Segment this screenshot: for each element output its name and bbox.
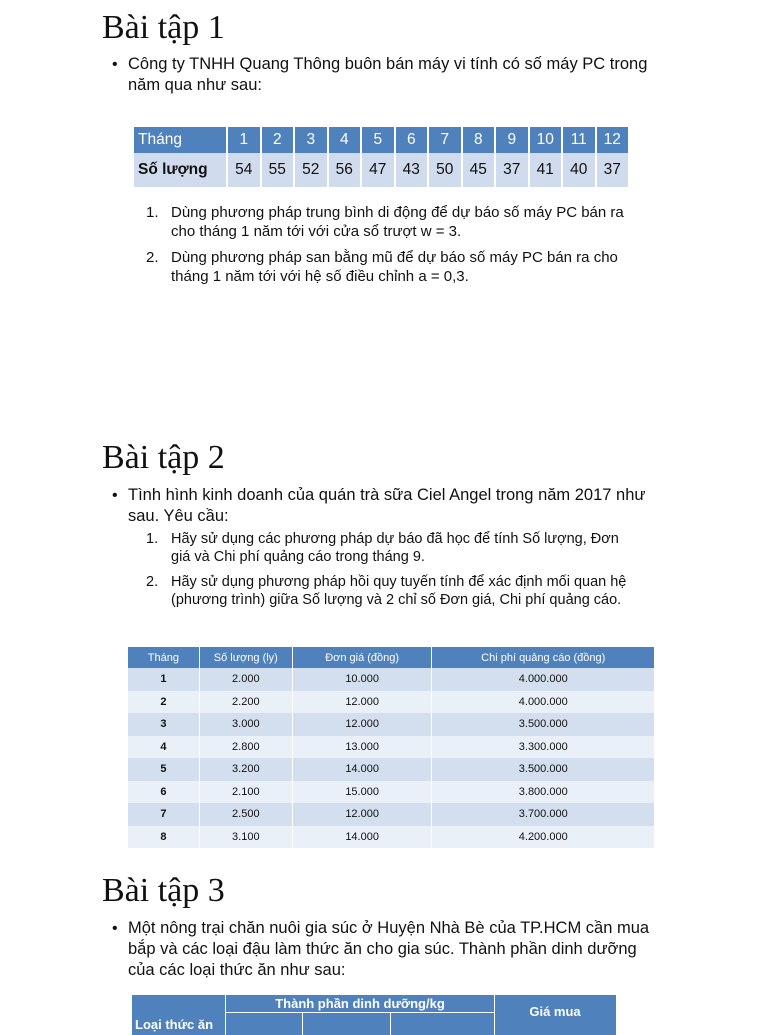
value-cell: 4.200.000 (432, 826, 655, 849)
bullet-dot: • (112, 920, 118, 937)
value-cell: 15.000 (292, 781, 432, 804)
value-cell: 2.800 (199, 736, 292, 759)
header-divider (494, 995, 495, 1035)
quantity-cell: 37 (495, 153, 529, 187)
column-header: Tháng (128, 647, 199, 668)
quantity-row (134, 153, 629, 187)
table-row (128, 758, 655, 781)
quantity-cell: 50 (428, 153, 462, 187)
month-cell: 7 (128, 803, 199, 826)
value-cell: 3.500.000 (432, 758, 655, 781)
exercise-3-intro (112, 918, 652, 981)
quantity-cell: 54 (227, 153, 261, 187)
quantity-cell: 52 (294, 153, 328, 187)
bullet-dot: • (112, 56, 118, 73)
task-number: 2. (146, 574, 159, 590)
value-cell: 12.000 (292, 713, 432, 736)
food-type-header (132, 995, 226, 1035)
price-header (494, 995, 616, 1035)
task-number: 1. (146, 204, 159, 221)
nutrition-subheaders (226, 1013, 494, 1035)
tea-shop-table (128, 647, 655, 848)
value-cell: 14.000 (292, 826, 432, 849)
value-cell: 3.300.000 (432, 736, 655, 759)
nutrition-group-header: Thành phần dinh dưỡng/kg (226, 995, 494, 1012)
quantity-row-label: Số lượng (134, 153, 227, 187)
nutrition-table (132, 995, 616, 1035)
column-header: Số lượng (ly) (199, 647, 292, 668)
bullet-dot: • (112, 487, 118, 504)
value-cell: 2.200 (199, 691, 292, 714)
header-divider (302, 1013, 303, 1035)
month-cell: 3 (294, 127, 328, 153)
table-row (128, 736, 655, 759)
exercise-1-tasks (146, 203, 646, 293)
value-cell: 4.000.000 (432, 691, 655, 714)
month-cell: 11 (562, 127, 596, 153)
food-type-header-text: Loại thức ăn (135, 1017, 214, 1032)
table-header-row (128, 647, 655, 668)
quantity-cell: 47 (361, 153, 395, 187)
task-item (146, 573, 636, 609)
value-cell: 2.500 (199, 803, 292, 826)
value-cell: 2.000 (199, 668, 292, 691)
task-number: 2. (146, 249, 159, 266)
value-cell: 12.000 (292, 803, 432, 826)
month-cell: 6 (128, 781, 199, 804)
quantity-cell: 40 (562, 153, 596, 187)
month-cell: 3 (128, 713, 199, 736)
month-cell: 8 (462, 127, 496, 153)
exercise-2-intro (112, 485, 652, 527)
month-cell: 2 (128, 691, 199, 714)
month-row (134, 127, 629, 153)
value-cell: 3.700.000 (432, 803, 655, 826)
exercise-1-intro-text: Công ty TNHH Quang Thông buôn bán máy vi tính có số máy PC trong năm qua như sau: (128, 55, 648, 94)
quantity-cell: 45 (462, 153, 496, 187)
header-divider (226, 1012, 494, 1013)
exercise-2-tasks (146, 530, 636, 616)
month-cell: 5 (128, 758, 199, 781)
task-text: Hãy sử dụng phương pháp hồi quy tuyến tính để xác định mối quan hệ (phương trình) giữa Số lượng và 2 chỉ số Đơn giá, Chi phí quảng cáo. (171, 574, 627, 608)
value-cell: 3.200 (199, 758, 292, 781)
month-cell: 12 (596, 127, 630, 153)
table-row (128, 691, 655, 714)
table-row (128, 803, 655, 826)
month-cell: 5 (361, 127, 395, 153)
table-row (128, 826, 655, 849)
month-cell: 1 (227, 127, 261, 153)
month-cell: 6 (395, 127, 429, 153)
month-cell: 2 (261, 127, 295, 153)
month-row-label: Tháng (134, 127, 227, 153)
value-cell: 4.000.000 (432, 668, 655, 691)
value-cell: 12.000 (292, 691, 432, 714)
table-row (128, 668, 655, 691)
value-cell: 10.000 (292, 668, 432, 691)
task-text: Dùng phương pháp san bằng mũ để dự báo số máy PC bán ra cho tháng 1 năm tới với hệ số điều chỉnh a = 0,3. (171, 249, 618, 285)
value-cell: 3.800.000 (432, 781, 655, 804)
column-header: Đơn giá (đồng) (292, 647, 432, 668)
value-cell: 3.500.000 (432, 713, 655, 736)
table-row (128, 713, 655, 736)
task-item (146, 248, 646, 286)
month-cell: 1 (128, 668, 199, 691)
month-cell: 8 (128, 826, 199, 849)
month-cell: 4 (328, 127, 362, 153)
value-cell: 14.000 (292, 758, 432, 781)
exercise-3-intro-text: Một nông trại chăn nuôi gia súc ở Huyện Nhà Bè của TP.HCM cần mua bắp và các loại đậu làm thức ăn cho gia súc. Thành phần dinh dưỡng của các loại thức ăn như sau: (128, 919, 650, 979)
task-item (146, 530, 636, 566)
quantity-cell: 56 (328, 153, 362, 187)
header-divider (225, 995, 226, 1035)
month-cell: 10 (529, 127, 563, 153)
quantity-cell: 41 (529, 153, 563, 187)
pc-sales-table (134, 127, 630, 187)
exercise-3-title: Bài tập 3 (102, 872, 225, 909)
task-text: Dùng phương pháp trung bình di động để dự báo số máy PC bán ra cho tháng 1 năm tới với cửa sổ trượt w = 3. (171, 204, 624, 240)
table-row (128, 781, 655, 804)
month-cell: 7 (428, 127, 462, 153)
month-cell: 9 (495, 127, 529, 153)
quantity-cell: 43 (395, 153, 429, 187)
exercise-2-intro-text: Tình hình kinh doanh của quán trà sữa Ciel Angel trong năm 2017 như sau. Yêu cầu: (128, 486, 646, 525)
quantity-cell: 37 (596, 153, 630, 187)
task-text: Hãy sử dụng các phương pháp dự báo đã học để tính Số lượng, Đơn giá và Chi phí quảng cáo trong tháng 9. (171, 531, 619, 565)
exercise-2-title: Bài tập 2 (102, 439, 225, 476)
exercise-1-intro (112, 54, 652, 96)
value-cell: 13.000 (292, 736, 432, 759)
value-cell: 3.100 (199, 826, 292, 849)
quantity-cell: 55 (261, 153, 295, 187)
value-cell: 3.000 (199, 713, 292, 736)
header-divider (390, 1013, 391, 1035)
month-cell: 4 (128, 736, 199, 759)
value-cell: 2.100 (199, 781, 292, 804)
task-item (146, 203, 646, 241)
price-header-text: Giá mua (529, 1004, 581, 1019)
exercise-1-title: Bài tập 1 (102, 9, 225, 46)
task-number: 1. (146, 531, 159, 547)
column-header: Chi phí quảng cáo (đồng) (432, 647, 655, 668)
